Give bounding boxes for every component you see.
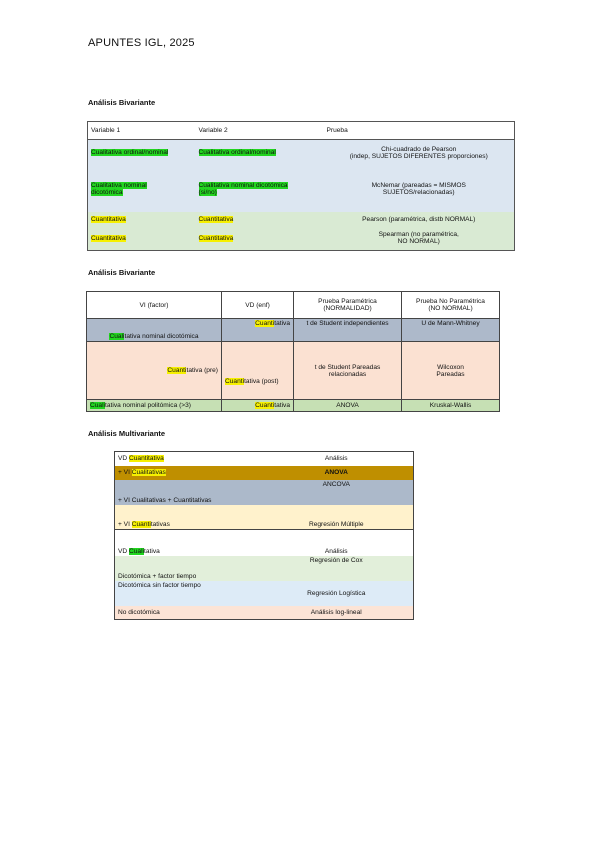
cell-text: Chi-cuadrado de Pearson xyxy=(381,145,457,153)
cell-text: Wilcoxon xyxy=(437,363,464,371)
header-parametric-sub: (NORMALIDAD) xyxy=(323,305,372,312)
cell-text: t de Student Pareadas xyxy=(314,363,381,371)
multivariate-table xyxy=(114,451,414,620)
cell-text: Pearson (paramétrica, distb NORMAL) xyxy=(362,215,476,223)
section-heading-multivariante: Análisis Multivariante xyxy=(88,429,166,438)
cell-text: Regresión de Cox xyxy=(309,556,363,564)
table-row xyxy=(115,505,414,530)
header-nonparametric: Prueba No Paramétrica xyxy=(416,298,485,305)
cell-highlight: Cuali xyxy=(109,333,125,340)
cell-text: tativa nominal politómica (>3) xyxy=(105,402,191,409)
table-row xyxy=(115,606,414,620)
cell-text: U de Mann-Whitney xyxy=(402,319,500,342)
cell-text: tativa nominal dicotómica xyxy=(124,333,199,340)
cell-highlight: Cuali xyxy=(90,402,106,409)
cell-text: tativa (post) xyxy=(244,378,279,385)
cell-text: Cuantitativa xyxy=(198,215,234,223)
bivariate-variables-table xyxy=(87,121,515,251)
table-header-row xyxy=(88,122,515,140)
cell-text: Cualitativa nominal dicotómica xyxy=(198,181,288,189)
header-variable-2: Variable 2 xyxy=(196,122,324,140)
cell-highlight: Cuanti xyxy=(131,521,151,528)
table-row xyxy=(87,342,500,400)
document-title: APUNTES IGL, 2025 xyxy=(88,37,195,49)
cell-text: dicotómica xyxy=(91,188,123,196)
table-header-row xyxy=(115,452,414,466)
cell-text: NO NORMAL) xyxy=(397,238,440,246)
cell-text: + VI xyxy=(118,469,132,476)
cell-text: Dicotómica + factor tiempo xyxy=(118,572,197,580)
header-parametric: Prueba Paramétrica xyxy=(318,298,377,305)
table-row xyxy=(115,466,414,480)
table-row xyxy=(87,319,500,342)
table-row xyxy=(87,400,500,412)
cell-highlight: Cualitativas xyxy=(131,469,166,476)
cell-text: Análisis xyxy=(324,547,348,555)
cell-text: tativas xyxy=(150,521,170,528)
cell-text: ANCOVA xyxy=(322,480,350,488)
cell-text: Análisis xyxy=(324,455,348,463)
cell-text: + VI Cualitativas + Cuantitativas xyxy=(118,496,212,504)
header-vd: VD (enf) xyxy=(222,292,294,319)
cell-text: + VI xyxy=(118,521,132,528)
cell-highlight: Cuanti xyxy=(255,320,275,327)
table-row xyxy=(88,166,515,212)
cell-text: (si/no) xyxy=(198,188,217,196)
header-vi: VI (factor) xyxy=(87,292,222,319)
cell-text: tativa xyxy=(144,547,160,555)
cell-highlight: Cuanti xyxy=(167,367,187,374)
cell-text: VD xyxy=(118,455,129,463)
cell-text: VD xyxy=(118,547,129,555)
cell-text: Cualitativa ordinal/nominal xyxy=(198,149,276,157)
cell-text: Dicotómica sin factor tiempo xyxy=(118,581,201,589)
cell-highlight: Cuanti xyxy=(255,402,275,409)
cell-text: Spearman (no paramétrica, xyxy=(378,231,459,239)
cell-text: Cuantitativa xyxy=(198,234,234,242)
table-header-row xyxy=(87,292,500,319)
table-header-row xyxy=(115,530,414,556)
bivariate-tests-table xyxy=(86,291,500,412)
cell-text: tativa xyxy=(274,402,290,409)
table-row xyxy=(115,581,414,606)
table-row xyxy=(115,556,414,581)
header-nonparametric-sub: (NO NORMAL) xyxy=(428,305,473,312)
cell-highlight: Cuali xyxy=(129,547,145,555)
cell-highlight: Cuantitativa xyxy=(129,455,164,463)
header-variable-1: Variable 1 xyxy=(88,122,196,140)
cell-text: Regresión Logística xyxy=(307,589,366,597)
cell-text: Kruskal-Wallis xyxy=(402,400,500,412)
cell-text: Regresión Múltiple xyxy=(260,505,414,530)
section-heading-bivariante-2: Análisis Bivariante xyxy=(88,268,156,277)
cell-text: McNemar (pareadas = MISMOS xyxy=(371,181,466,189)
cell-text: Cualitativa nominal xyxy=(91,181,147,189)
cell-text: tativa xyxy=(274,320,290,327)
cell-text: Análisis log-lineal xyxy=(310,608,362,616)
cell-text: relacionadas xyxy=(328,370,367,378)
cell-text: t de Student independientes xyxy=(294,319,402,342)
table-row xyxy=(88,212,515,227)
cell-highlight: Cuanti xyxy=(225,378,245,385)
cell-text: Cuantitativa xyxy=(91,234,126,242)
cell-text: ANOVA xyxy=(294,400,402,412)
section-heading-bivariante-1: Análisis Bivariante xyxy=(88,98,156,107)
cell-text: SUJETOS/relacionadas) xyxy=(382,188,455,196)
cell-text: (indep, SUJETOS DIFERENTES proporciones) xyxy=(349,152,488,160)
cell-text: tativa (pre) xyxy=(186,367,218,374)
cell-text: ANOVA xyxy=(324,469,348,476)
cell-text: Cualitativa ordinal/nominal xyxy=(91,149,169,157)
table-row xyxy=(88,227,515,251)
table-row xyxy=(115,480,414,505)
cell-text: No dicotómica xyxy=(118,608,160,616)
cell-text: Pareadas xyxy=(436,370,465,378)
header-prueba: Prueba xyxy=(324,122,515,140)
table-row xyxy=(88,140,515,166)
cell-text: Cuantitativa xyxy=(91,215,126,223)
